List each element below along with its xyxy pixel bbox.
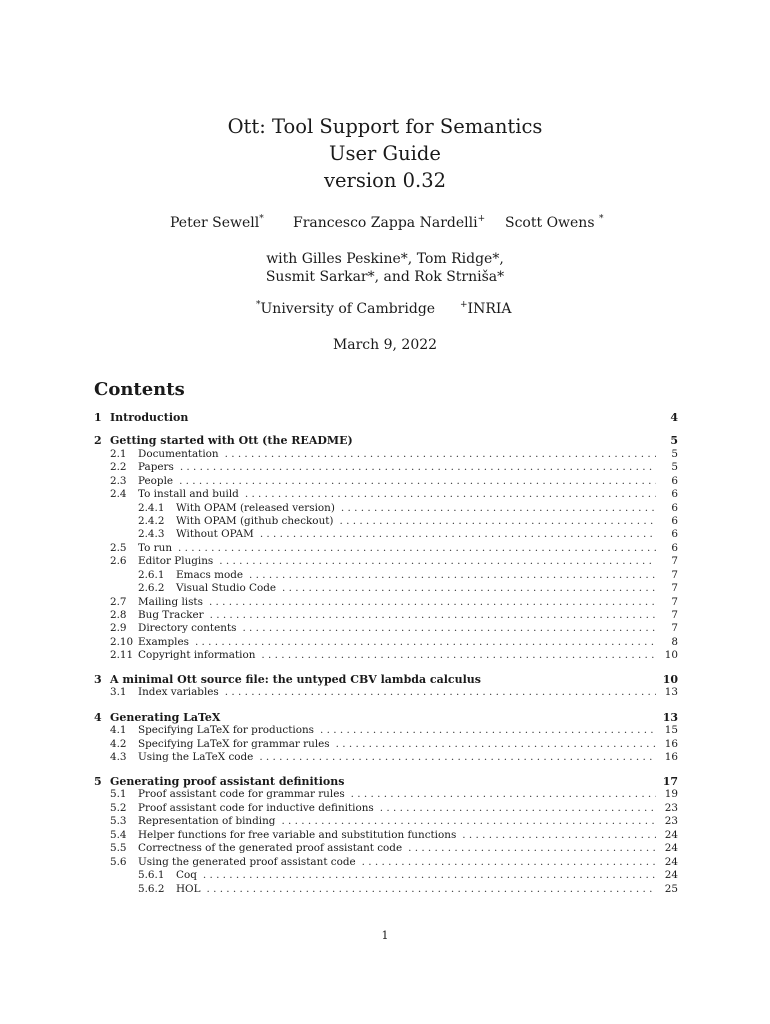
toc-entry-title: Bug Tracker xyxy=(138,609,204,621)
toc-entry-title: With OPAM (github checkout) xyxy=(176,515,334,527)
toc-leader-dots xyxy=(336,738,656,751)
toc-entry-title: Proof assistant code for grammar rules xyxy=(138,788,345,800)
toc-entry[interactable] xyxy=(94,555,678,568)
toc-entry-page: 25 xyxy=(664,883,678,895)
toc-entry-number: 5.3 xyxy=(110,815,127,827)
toc-entry-page: 5 xyxy=(671,448,678,460)
toc-entry-title: Coq xyxy=(176,869,197,881)
contributors-line-1: with Gilles Peskine*, Tom Ridge*, xyxy=(266,251,504,267)
toc-entry-number: 2 xyxy=(94,434,102,447)
toc-entry-title: To install and build xyxy=(138,488,239,500)
toc-entry-page: 24 xyxy=(664,829,678,841)
toc-leader-dots xyxy=(380,802,656,815)
toc-entry-number: 2.6.2 xyxy=(138,582,165,594)
toc-entry-number: 1 xyxy=(94,411,102,424)
toc-entry[interactable] xyxy=(94,788,678,801)
toc-entry-page: 19 xyxy=(664,788,678,800)
toc-entry-number: 2.8 xyxy=(110,609,127,621)
toc-leader-dots xyxy=(351,788,656,801)
toc-entry-number: 2.6 xyxy=(110,555,127,567)
toc-entry-title: Specifying LaTeX for grammar rules xyxy=(138,738,330,750)
toc-leader-dots xyxy=(462,829,656,842)
toc-entry-page: 7 xyxy=(671,569,678,581)
toc-entry[interactable] xyxy=(94,515,678,528)
toc-entry-number: 3 xyxy=(94,673,102,686)
toc-entry[interactable] xyxy=(94,883,678,896)
doc-date: March 9, 2022 xyxy=(332,337,438,353)
toc-leader-dots xyxy=(282,582,656,595)
toc-entry-page: 24 xyxy=(664,842,678,854)
toc-entry[interactable] xyxy=(94,815,678,828)
toc-entry-number: 5.2 xyxy=(110,802,127,814)
toc-entry-title: Using the LaTeX code xyxy=(138,751,254,763)
toc-entry-title: Specifying LaTeX for productions xyxy=(138,724,315,736)
toc-entry-title: HOL xyxy=(176,883,201,895)
toc-entry-title: Directory contents xyxy=(138,622,237,634)
toc-leader-dots xyxy=(219,555,656,568)
toc-entry-number: 2.5 xyxy=(110,542,127,554)
toc-entry-page: 6 xyxy=(671,488,678,500)
toc-entry-number: 2.7 xyxy=(110,596,127,608)
toc-entry[interactable] xyxy=(94,502,678,515)
toc-entry[interactable] xyxy=(94,649,678,662)
toc-leader-dots xyxy=(341,502,656,515)
toc-entry-title: Emacs mode xyxy=(176,569,243,581)
toc-entry-number: 2.4.2 xyxy=(138,515,165,527)
toc-leader-dots xyxy=(180,461,656,474)
toc-leader-dots xyxy=(206,883,656,896)
affiliation-2: +INRIA xyxy=(460,300,512,317)
toc-entry-title: With OPAM (released version) xyxy=(176,502,335,514)
toc-entry-number: 5.6.1 xyxy=(138,869,165,881)
toc-entry-page: 10 xyxy=(664,649,678,661)
toc-entry-page: 24 xyxy=(664,869,678,881)
toc-leader-dots xyxy=(340,515,657,528)
contributors xyxy=(0,250,770,286)
toc-entry[interactable] xyxy=(94,528,678,541)
toc-entry-title: Editor Plugins xyxy=(138,555,214,567)
toc-entry-number: 5 xyxy=(94,775,102,788)
toc-entry[interactable] xyxy=(94,569,678,582)
toc-entry[interactable] xyxy=(94,475,678,488)
toc-entry[interactable] xyxy=(94,448,678,461)
author-1: Peter Sewell* xyxy=(170,214,264,231)
toc-entry-page: 7 xyxy=(671,555,678,567)
doc-title xyxy=(0,113,770,194)
toc-leader-dots xyxy=(179,475,656,488)
toc-entry-number: 2.6.1 xyxy=(138,569,165,581)
toc-entry[interactable] xyxy=(94,775,678,788)
toc-entry-page: 6 xyxy=(671,528,678,540)
toc-entry[interactable] xyxy=(94,582,678,595)
toc-entry-number: 2.4.1 xyxy=(138,502,165,514)
affiliation-1: *University of Cambridge xyxy=(256,300,436,317)
toc-entry-title: Documentation xyxy=(138,448,219,460)
toc-entry-page: 15 xyxy=(664,724,678,736)
toc-entry[interactable] xyxy=(94,673,678,686)
toc-entry-page: 6 xyxy=(671,515,678,527)
toc-leader-dots xyxy=(259,751,656,764)
toc-entry[interactable] xyxy=(94,686,678,699)
toc-entry[interactable] xyxy=(94,411,678,424)
toc-entry-title: Helper functions for free variable and substitution functions xyxy=(138,829,457,841)
toc-leader-dots xyxy=(320,724,656,737)
toc-entry-number: 5.6.2 xyxy=(138,883,165,895)
toc-entry-title: Representation of binding xyxy=(138,815,276,827)
toc-entry-page: 7 xyxy=(671,582,678,594)
toc-entry-number: 2.2 xyxy=(110,461,127,473)
toc-entry-number: 4.2 xyxy=(110,738,127,750)
toc-entry[interactable] xyxy=(94,434,678,447)
toc-entry-title: Copyright information xyxy=(138,649,256,661)
page-number: 1 xyxy=(381,929,389,942)
toc-entry-page: 5 xyxy=(671,461,678,473)
toc-entry-number: 3.1 xyxy=(110,686,127,698)
toc-entry-title: Proof assistant code for inductive definitions xyxy=(138,802,374,814)
toc-leader-dots xyxy=(210,609,656,622)
toc-entry-number: 2.4.3 xyxy=(138,528,165,540)
toc-leader-dots xyxy=(245,488,656,501)
toc-entry-title: A minimal Ott source file: the untyped CBV lambda calculus xyxy=(110,673,481,686)
author-3: Scott Owens * xyxy=(505,214,604,231)
toc-entry[interactable] xyxy=(94,636,678,649)
toc-entry-number: 2.10 xyxy=(110,636,134,648)
toc-entry-page: 17 xyxy=(662,775,678,788)
toc-entry-page: 16 xyxy=(664,751,678,763)
toc-entry-title: Using the generated proof assistant code xyxy=(138,856,356,868)
toc-entry-page: 10 xyxy=(662,673,678,686)
toc-entry-number: 2.3 xyxy=(110,475,127,487)
toc-leader-dots xyxy=(261,649,656,662)
toc-entry-page: 7 xyxy=(671,596,678,608)
toc-leader-dots xyxy=(225,448,656,461)
toc-entry-title: Correctness of the generated proof assistant code xyxy=(138,842,403,854)
contents-heading: Contents xyxy=(94,379,185,400)
title-line-2: User Guide xyxy=(329,142,441,165)
toc-leader-dots xyxy=(281,815,656,828)
toc-entry-page: 7 xyxy=(671,622,678,634)
toc-entry[interactable] xyxy=(94,488,678,501)
toc-leader-dots xyxy=(203,869,656,882)
toc-entry-number: 5.1 xyxy=(110,788,127,800)
toc-leader-dots xyxy=(242,622,656,635)
toc-entry[interactable] xyxy=(94,461,678,474)
title-line-1: Ott: Tool Support for Semantics xyxy=(227,115,543,138)
toc-entry-number: 4 xyxy=(94,711,102,724)
toc-entry-page: 5 xyxy=(670,434,678,447)
toc-entry[interactable] xyxy=(94,724,678,737)
toc-entry-title: People xyxy=(138,475,174,487)
toc-entry-number: 2.4 xyxy=(110,488,127,500)
toc-entry-number: 2.9 xyxy=(110,622,127,634)
title-line-3: version 0.32 xyxy=(323,169,447,192)
toc-entry-title: Without OPAM xyxy=(176,528,254,540)
toc-entry-title: Generating proof assistant definitions xyxy=(110,775,345,788)
toc-entry-page: 6 xyxy=(671,475,678,487)
toc-entry-page: 7 xyxy=(671,609,678,621)
toc-entry[interactable] xyxy=(94,856,678,869)
toc-entry-page: 16 xyxy=(664,738,678,750)
toc-leader-dots xyxy=(225,686,656,699)
toc-entry[interactable] xyxy=(94,751,678,764)
toc-entry-title: Mailing lists xyxy=(138,596,203,608)
toc-entry-title: Examples xyxy=(138,636,189,648)
toc-entry-page: 6 xyxy=(671,542,678,554)
toc-entry[interactable] xyxy=(94,622,678,635)
toc-entry[interactable] xyxy=(94,609,678,622)
toc-entry-number: 2.1 xyxy=(110,448,127,460)
toc-leader-dots xyxy=(362,856,656,869)
toc-leader-dots xyxy=(249,569,656,582)
toc-entry[interactable] xyxy=(94,829,678,842)
toc-entry-page: 13 xyxy=(662,711,678,724)
toc-entry-number: 5.6 xyxy=(110,856,127,868)
toc-leader-dots xyxy=(260,528,656,541)
toc-entry-title: Getting started with Ott (the README) xyxy=(110,434,353,447)
toc-entry-page: 6 xyxy=(671,502,678,514)
toc-leader-dots xyxy=(178,542,656,555)
toc-entry[interactable] xyxy=(94,738,678,751)
toc-entry-title: Papers xyxy=(138,461,174,473)
contributors-line-2: Susmit Sarkar*, and Rok Strniša* xyxy=(265,269,505,285)
toc-entry-title: Index variables xyxy=(138,686,219,698)
toc-entry-page: 4 xyxy=(670,411,678,424)
toc-entry[interactable] xyxy=(94,596,678,609)
author-2: Francesco Zappa Nardelli+ xyxy=(293,214,486,231)
toc-entry[interactable] xyxy=(94,869,678,882)
toc-entry-number: 4.3 xyxy=(110,751,127,763)
toc-entry-page: 8 xyxy=(671,636,678,648)
toc-entry-title: Visual Studio Code xyxy=(176,582,277,594)
toc-entry-number: 5.5 xyxy=(110,842,127,854)
toc-leader-dots xyxy=(408,842,656,855)
toc-leader-dots xyxy=(195,636,656,649)
toc-entry[interactable] xyxy=(94,842,678,855)
toc-entry[interactable] xyxy=(94,802,678,815)
toc-entry-number: 5.4 xyxy=(110,829,127,841)
toc-entry-number: 2.11 xyxy=(110,649,134,661)
toc-entry-page: 24 xyxy=(664,856,678,868)
toc-entry-title: To run xyxy=(138,542,173,554)
toc-entry-number: 4.1 xyxy=(110,724,127,736)
toc-entry-title: Generating LaTeX xyxy=(110,711,221,724)
toc-entry-page: 23 xyxy=(664,815,678,827)
toc-entry[interactable] xyxy=(94,542,678,555)
toc-leader-dots xyxy=(209,596,656,609)
toc-entry-title: Introduction xyxy=(110,411,189,424)
toc-entry[interactable] xyxy=(94,711,678,724)
toc-entry-page: 13 xyxy=(664,686,678,698)
toc-entry-page: 23 xyxy=(664,802,678,814)
